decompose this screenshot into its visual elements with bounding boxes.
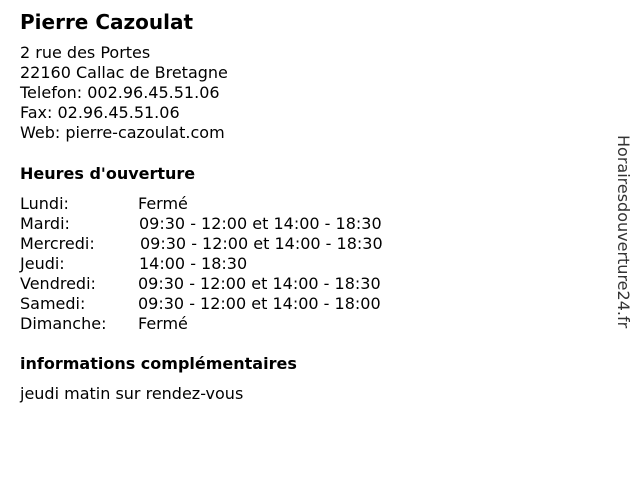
business-name: Pierre Cazoulat — [20, 10, 194, 34]
day-label: Lundi: — [20, 194, 69, 213]
day-label: Mardi: — [20, 214, 70, 233]
additional-info-heading: informations complémentaires — [20, 354, 297, 373]
address-street: 2 rue des Portes — [20, 43, 151, 62]
day-label: Vendredi: — [20, 274, 96, 293]
day-label: Samedi: — [20, 294, 86, 313]
phone-number: Telefon: 002.96.45.51.06 — [20, 83, 220, 102]
day-hours: 09:30 - 12:00 et 14:00 - 18:00 — [138, 294, 381, 313]
website-link: Web: pierre-cazoulat.com — [20, 123, 225, 142]
day-label: Jeudi: — [20, 254, 65, 273]
day-hours: 09:30 - 12:00 et 14:00 - 18:30 — [140, 234, 383, 253]
day-hours: 09:30 - 12:00 et 14:00 - 18:30 — [138, 274, 381, 293]
watermark-text: Horairesdouverture24.fr — [614, 135, 633, 329]
day-label: Dimanche: — [20, 314, 107, 333]
fax-number: Fax: 02.96.45.51.06 — [20, 103, 180, 122]
day-hours: 09:30 - 12:00 et 14:00 - 18:30 — [139, 214, 382, 233]
address-city: 22160 Callac de Bretagne — [20, 63, 228, 82]
day-label: Mercredi: — [20, 234, 95, 253]
opening-hours-heading: Heures d'ouverture — [20, 164, 196, 183]
day-hours: 14:00 - 18:30 — [139, 254, 248, 273]
contact-block — [20, 43, 228, 143]
site-watermark — [613, 135, 633, 345]
day-hours: Fermé — [138, 194, 188, 213]
day-hours: Fermé — [138, 314, 188, 333]
additional-info-text: jeudi matin sur rendez-vous — [20, 384, 244, 403]
